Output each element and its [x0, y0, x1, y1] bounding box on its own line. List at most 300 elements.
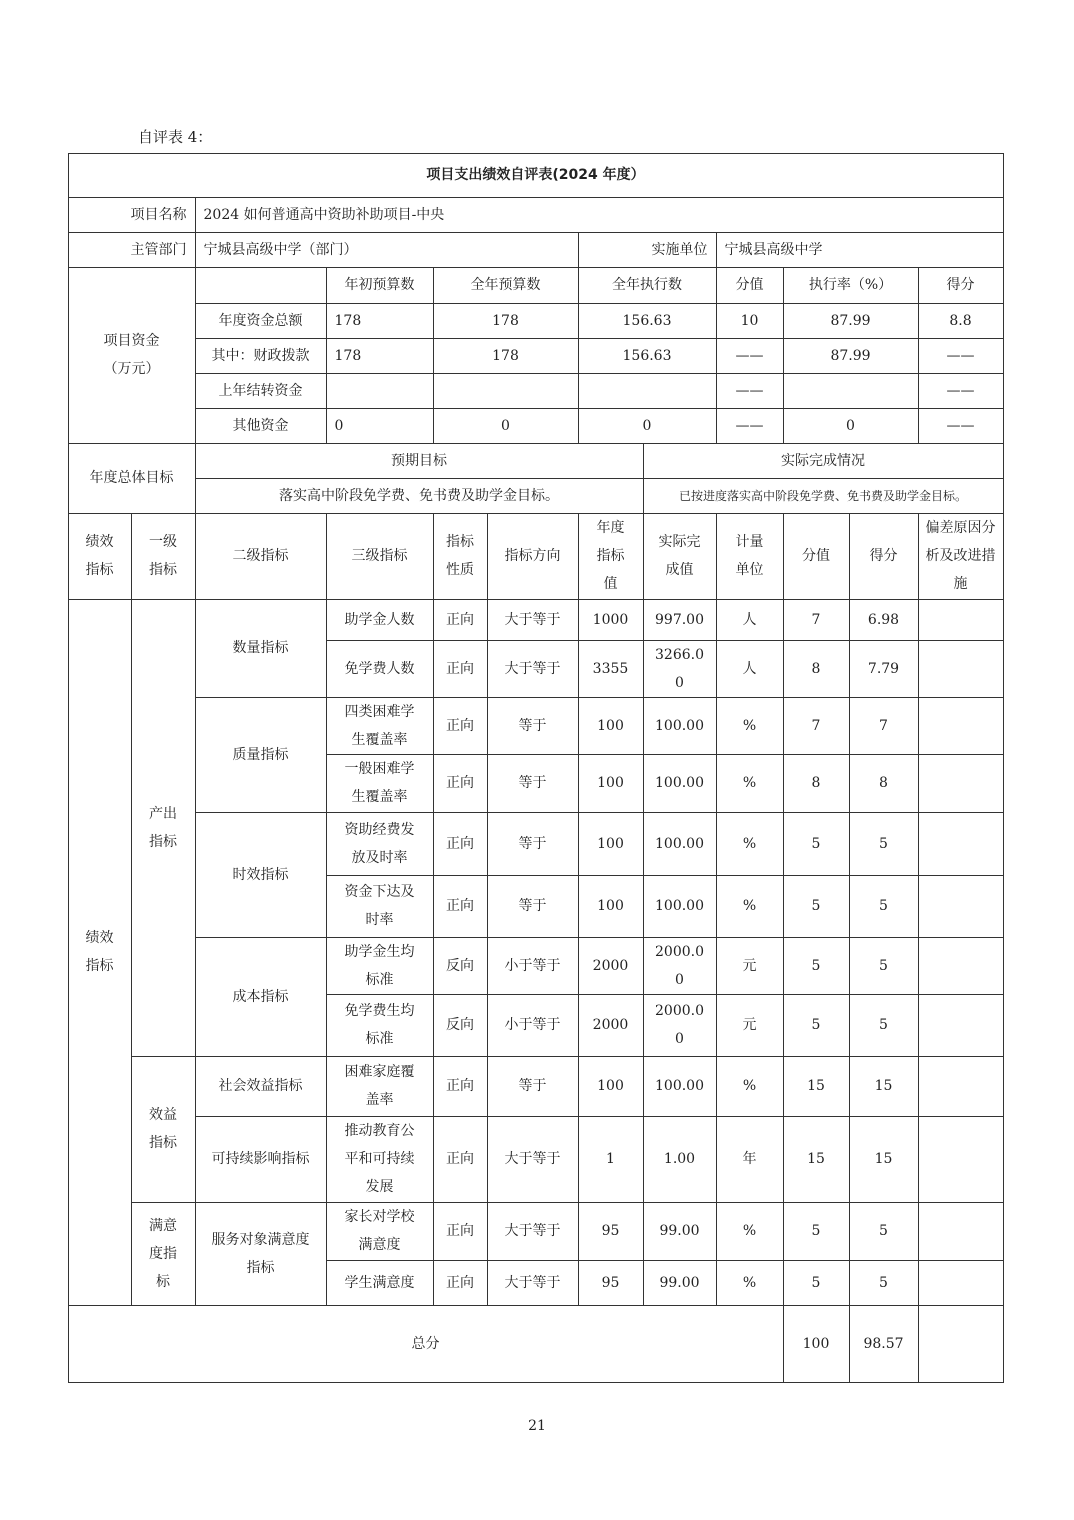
dept-value-text: 宁城县高级中学（部门） — [203, 241, 358, 258]
indicator-l3-text: 助学金生均标准 — [344, 943, 415, 988]
indicator-dir-text: 等于 — [518, 775, 547, 791]
indicator-target-text: 100 — [597, 775, 624, 791]
goals-actual — [643, 478, 1004, 514]
indicator-score-text: 5 — [811, 835, 821, 852]
indicator-dir — [487, 1056, 579, 1117]
indicator-got — [849, 1202, 919, 1261]
indicator-l3 — [326, 812, 434, 876]
level1-benefit — [131, 1056, 196, 1203]
indicator-got-text: 5 — [879, 835, 888, 852]
indicator-score — [783, 1202, 850, 1261]
indicator-note — [918, 994, 1004, 1057]
indicator-got-text: 5 — [879, 1017, 888, 1033]
indicator-nature-text: 正向 — [446, 660, 474, 677]
funds-value — [326, 338, 434, 374]
indicator-actual — [643, 937, 717, 995]
funds-value-text: —— — [946, 382, 975, 399]
funds-header — [716, 267, 784, 304]
indicator-score-text: 15 — [807, 1078, 825, 1094]
indicator-l3-text: 一般困难学生覆盖率 — [344, 761, 415, 805]
indicator-got — [849, 754, 919, 813]
unit-label — [578, 232, 717, 268]
funds-header-blank — [195, 267, 327, 304]
indicator-got-text: 5 — [879, 1274, 888, 1291]
funds-header — [918, 267, 1004, 304]
page-number: 21 — [528, 1418, 546, 1434]
indicator-header-text: 计量单位 — [735, 534, 764, 578]
indicator-header — [326, 513, 434, 600]
indicator-target-text: 95 — [601, 1223, 620, 1239]
funds-header-text: 全年预算数 — [470, 277, 541, 293]
indicator-actual — [643, 1116, 717, 1203]
indicator-dir — [487, 1260, 579, 1306]
indicator-note — [918, 1056, 1004, 1117]
indicator-nature-text: 正向 — [446, 835, 474, 852]
indicator-nature — [433, 640, 488, 698]
indicator-note — [918, 640, 1004, 698]
indicator-score-text: 5 — [811, 1017, 821, 1033]
funds-header-text: 得分 — [946, 277, 975, 293]
indicator-nature-text: 正向 — [446, 1274, 474, 1291]
funds-value — [918, 338, 1004, 374]
indicator-header-text: 年度指标值 — [596, 520, 625, 592]
indicator-header-text: 偏差原因分析及改进措施 — [925, 520, 996, 592]
project-name-value — [195, 197, 1004, 233]
indicator-header-text: 实际完成值 — [658, 534, 701, 578]
indicator-header — [716, 513, 784, 600]
indicator-actual — [643, 640, 717, 698]
level2-indicator-text: 时效指标 — [232, 866, 289, 883]
funds-value-text: —— — [946, 347, 975, 364]
indicator-score-text: 8 — [811, 660, 821, 677]
indicator-unit-text: % — [742, 1078, 757, 1094]
indicator-nature-text: 反向 — [446, 1017, 474, 1033]
indicator-unit-text: % — [742, 835, 757, 852]
indicator-l3 — [326, 1056, 434, 1117]
indicator-unit — [716, 875, 784, 938]
indicator-actual — [643, 994, 717, 1057]
indicator-header-text: 指标方向 — [504, 548, 561, 564]
indicator-l3 — [326, 875, 434, 938]
indicator-actual — [643, 599, 717, 641]
funds-row-name-text: 其他资金 — [232, 417, 289, 434]
indicator-actual-text: 3266.00 — [655, 646, 704, 691]
indicator-target-text: 2000 — [592, 1017, 629, 1033]
indicator-dir — [487, 875, 579, 938]
funds-header-text: 执行率（%） — [808, 277, 893, 293]
indicator-header — [195, 513, 327, 600]
funds-value-text: 178 — [492, 312, 519, 329]
indicator-nature-text: 正向 — [446, 898, 474, 914]
table-title-text: 项目支出绩效自评表(2024 年度） — [426, 167, 645, 183]
indicator-nature-text: 正向 — [446, 1151, 474, 1167]
indicator-l3-text: 助学金人数 — [344, 611, 415, 628]
goals-label-text: 年度总体目标 — [89, 470, 174, 486]
level1-benefit-text: 效益指标 — [149, 1107, 177, 1151]
indicator-score-text: 15 — [807, 1151, 825, 1167]
funds-header — [326, 267, 434, 304]
indicator-dir-text: 大于等于 — [504, 660, 561, 677]
indicator-unit-text: % — [742, 775, 757, 791]
funds-value-text: —— — [735, 417, 764, 434]
indicator-got — [849, 1116, 919, 1203]
level2-indicator-text: 质量指标 — [232, 746, 289, 763]
indicator-target — [578, 1116, 644, 1203]
funds-value — [433, 338, 579, 374]
goals-expected-text: 落实高中阶段免学费、免书费及助学金目标。 — [279, 487, 559, 504]
indicator-note — [918, 875, 1004, 938]
level2-indicator-text: 可持续影响指标 — [211, 1151, 310, 1167]
indicator-note — [918, 754, 1004, 813]
level2-indicator — [195, 1202, 327, 1306]
indicator-got-text: 8 — [879, 775, 888, 791]
funds-value — [716, 303, 784, 339]
indicator-actual-text: 100.00 — [655, 1078, 704, 1094]
indicator-target-text: 1 — [606, 1151, 615, 1167]
indicator-note — [918, 1116, 1004, 1203]
indicator-got-text: 6.98 — [867, 611, 900, 628]
indicator-target — [578, 697, 644, 755]
indicator-unit — [716, 697, 784, 755]
goals-expected-header — [195, 443, 644, 479]
indicator-dir — [487, 697, 579, 755]
funds-row-name-text: 上年结转资金 — [218, 382, 303, 399]
level2-indicator-text: 服务对象满意度指标 — [211, 1231, 310, 1276]
indicator-l3-text: 推动教育公平和可持续发展 — [344, 1123, 415, 1195]
indicator-l3-text: 免学费人数 — [344, 660, 415, 677]
indicator-score — [783, 697, 850, 755]
funds-row-name — [195, 408, 327, 444]
indicator-unit — [716, 640, 784, 698]
indicator-got-text: 5 — [879, 898, 888, 914]
indicator-actual-text: 2000.00 — [655, 943, 704, 988]
indicator-target — [578, 1202, 644, 1261]
indicator-note — [918, 599, 1004, 641]
funds-value — [918, 408, 1004, 444]
funds-header-text: 分值 — [735, 277, 764, 293]
indicator-l3-text: 学生满意度 — [344, 1274, 415, 1291]
indicator-score — [783, 1056, 850, 1117]
indicator-dir-text: 等于 — [518, 898, 547, 914]
dept-value — [195, 232, 579, 268]
indicator-got-text: 7.79 — [867, 660, 900, 677]
indicator-actual-text: 2000.00 — [655, 1003, 704, 1047]
funds-value-text: 178 — [492, 347, 519, 364]
level2-indicator — [195, 1056, 327, 1117]
indicator-actual — [643, 1056, 717, 1117]
funds-value-text: —— — [735, 382, 764, 399]
unit-label-text: 实施单位 — [651, 241, 708, 258]
indicator-header-text: 指标性质 — [446, 534, 474, 578]
funds-value — [578, 408, 717, 444]
indicator-l3 — [326, 994, 434, 1057]
level1-satisfaction-text: 满意度指标 — [149, 1217, 177, 1290]
funds-header — [578, 267, 717, 304]
indicator-unit — [716, 1202, 784, 1261]
funds-value-text: 0 — [642, 417, 652, 434]
indicator-target — [578, 599, 644, 641]
goals-expected — [195, 478, 644, 514]
indicator-got — [849, 994, 919, 1057]
funds-value — [918, 373, 1004, 409]
goals-actual-header-text: 实际完成情况 — [781, 452, 865, 469]
indicator-unit — [716, 937, 784, 995]
indicator-got-text: 5 — [879, 957, 888, 974]
funds-value-text: 0 — [334, 417, 344, 434]
indicator-note — [918, 1260, 1004, 1306]
indicator-header — [578, 513, 644, 600]
funds-value-text: 0 — [846, 417, 855, 434]
indicator-got-text: 7 — [879, 717, 888, 734]
funds-value — [433, 408, 579, 444]
indicator-score-text: 7 — [811, 717, 821, 734]
indicator-nature — [433, 1260, 488, 1306]
indicator-note — [918, 812, 1004, 876]
indicator-unit-text: 人 — [742, 611, 757, 628]
indicator-target — [578, 994, 644, 1057]
indicator-note — [918, 1202, 1004, 1261]
funds-header — [783, 267, 919, 304]
indicator-actual-text: 997.00 — [655, 611, 704, 628]
indicator-dir-text: 等于 — [518, 835, 547, 852]
indicator-l3-text: 四类困难学生覆盖率 — [344, 703, 415, 748]
indicator-unit — [716, 1056, 784, 1117]
indicator-l3-text: 免学费生均标准 — [344, 1003, 415, 1047]
funds-value — [716, 373, 784, 409]
funds-value — [433, 373, 579, 409]
indicator-unit — [716, 994, 784, 1057]
funds-value-text: —— — [946, 417, 975, 434]
indicator-nature — [433, 1202, 488, 1261]
indicator-unit — [716, 1116, 784, 1203]
funds-row-name-text: 其中：财政拨款 — [211, 347, 310, 364]
indicator-nature — [433, 812, 488, 876]
level1-satisfaction — [131, 1202, 196, 1306]
indicator-dir — [487, 994, 579, 1057]
indicator-dir-text: 大于等于 — [504, 611, 561, 628]
indicator-target — [578, 937, 644, 995]
total-got — [849, 1305, 919, 1383]
dept-label-text: 主管部门 — [130, 241, 187, 258]
indicator-l3-text: 家长对学校满意度 — [344, 1209, 415, 1253]
group-label-text: 绩效指标 — [85, 930, 114, 974]
level2-indicator — [195, 812, 327, 938]
indicator-target — [578, 754, 644, 813]
level1-output — [131, 599, 196, 1057]
indicator-unit — [716, 1260, 784, 1306]
indicator-dir — [487, 754, 579, 813]
indicator-dir — [487, 599, 579, 641]
indicator-l3-text: 困难家庭覆盖率 — [344, 1064, 415, 1108]
level2-indicator-text: 成本指标 — [232, 988, 289, 1005]
level2-indicator — [195, 599, 327, 698]
funds-value — [578, 338, 717, 374]
indicator-dir-text: 大于等于 — [504, 1223, 561, 1239]
funds-value-text: 178 — [334, 347, 362, 364]
table-caption: 自评表 4： — [138, 128, 213, 146]
funds-header-text: 年初预算数 — [344, 277, 415, 293]
indicator-got — [849, 640, 919, 698]
indicator-dir-text: 等于 — [518, 717, 547, 734]
funds-value — [716, 338, 784, 374]
level2-indicator-text: 数量指标 — [232, 640, 289, 656]
indicator-actual — [643, 1260, 717, 1306]
funds-value-text: 8.8 — [949, 312, 972, 329]
funds-value — [783, 338, 919, 374]
dept-label — [68, 232, 196, 268]
indicator-dir-text: 等于 — [518, 1078, 547, 1094]
funds-value-text: 156.63 — [622, 347, 672, 364]
indicator-actual — [643, 812, 717, 876]
indicator-actual-text: 99.00 — [659, 1274, 700, 1291]
indicator-nature-text: 正向 — [446, 611, 474, 628]
indicator-target — [578, 1056, 644, 1117]
total-note — [918, 1305, 1004, 1383]
indicator-dir-text: 大于等于 — [504, 1151, 561, 1167]
indicator-target — [578, 812, 644, 876]
indicator-target — [578, 1260, 644, 1306]
indicator-got-text: 5 — [879, 1223, 888, 1239]
unit-value — [716, 232, 1004, 268]
indicator-nature — [433, 994, 488, 1057]
indicator-actual — [643, 697, 717, 755]
indicator-unit-text: 元 — [742, 957, 757, 974]
indicator-nature — [433, 599, 488, 641]
funds-value — [326, 373, 434, 409]
indicator-score — [783, 1260, 850, 1306]
indicator-dir — [487, 1116, 579, 1203]
indicator-header — [131, 513, 196, 600]
indicator-target-text: 95 — [601, 1274, 620, 1291]
indicator-score-text: 5 — [811, 1223, 821, 1239]
goals-actual-header — [643, 443, 1004, 479]
project-name-label — [68, 197, 196, 233]
indicator-unit-text: 年 — [742, 1151, 757, 1167]
indicator-header — [783, 513, 850, 600]
goals-expected-header-text: 预期目标 — [391, 452, 447, 469]
indicator-got — [849, 875, 919, 938]
indicator-l3 — [326, 1260, 434, 1306]
indicator-score — [783, 937, 850, 995]
indicator-unit-text: 人 — [742, 660, 757, 677]
funds-row-name — [195, 303, 327, 339]
indicator-dir — [487, 937, 579, 995]
indicator-got — [849, 697, 919, 755]
indicator-target-text: 100 — [597, 898, 624, 914]
level2-indicator-text: 社会效益指标 — [218, 1078, 303, 1094]
indicator-actual-text: 100.00 — [655, 717, 704, 734]
total-label — [68, 1305, 784, 1383]
level2-indicator — [195, 1116, 327, 1203]
indicator-nature-text: 正向 — [446, 775, 474, 791]
funds-header — [433, 267, 579, 304]
indicator-dir-text: 大于等于 — [504, 1274, 561, 1291]
funds-value — [918, 303, 1004, 339]
indicator-actual — [643, 1202, 717, 1261]
project-name-value-text: 2024 如何普通高中资助补助项目-中央 — [203, 206, 445, 223]
indicator-actual — [643, 754, 717, 813]
indicator-actual-text: 100.00 — [655, 775, 704, 791]
indicator-unit-text: % — [742, 1223, 757, 1239]
funds-value — [326, 408, 434, 444]
indicator-target-text: 100 — [597, 1078, 624, 1094]
table-title — [68, 153, 1004, 198]
level1-output-text: 产出指标 — [149, 805, 177, 850]
funds-value-text: 0 — [501, 417, 510, 434]
indicator-nature — [433, 697, 488, 755]
funds-row-name-text: 年度资金总额 — [218, 312, 303, 329]
funds-value — [783, 373, 919, 409]
unit-value-text: 宁城县高级中学 — [724, 241, 823, 258]
indicator-l3 — [326, 697, 434, 755]
indicator-header — [487, 513, 579, 600]
indicator-nature — [433, 937, 488, 995]
project-name-label-text: 项目名称 — [130, 206, 187, 223]
indicator-header-text: 绩效指标 — [85, 534, 114, 578]
indicator-actual-text: 99.00 — [659, 1223, 700, 1239]
indicator-nature — [433, 1116, 488, 1203]
funds-value-text: 178 — [334, 312, 362, 329]
indicator-header-text: 二级指标 — [232, 548, 289, 564]
goals-actual-text: 已按进度落实高中阶段免学费、免书费及助学金目标。 — [678, 488, 967, 503]
indicator-target-text: 100 — [597, 717, 624, 734]
indicator-dir — [487, 640, 579, 698]
level2-indicator — [195, 937, 327, 1057]
indicator-got — [849, 1056, 919, 1117]
indicator-unit-text: % — [742, 1274, 757, 1291]
indicator-header-text: 一级指标 — [149, 534, 177, 578]
indicator-l3-text: 资助经费发放及时率 — [344, 821, 415, 866]
indicator-unit-text: % — [742, 717, 757, 734]
indicator-l3-text: 资金下达及时率 — [344, 884, 415, 928]
indicator-nature — [433, 1056, 488, 1117]
indicator-target-text: 2000 — [592, 957, 629, 974]
indicator-target-text: 100 — [597, 835, 624, 852]
funds-value-text: 10 — [740, 312, 759, 329]
indicator-score-text: 8 — [811, 775, 821, 791]
indicator-l3 — [326, 599, 434, 641]
indicator-target — [578, 875, 644, 938]
indicator-actual-text: 100.00 — [655, 835, 704, 852]
indicator-score — [783, 994, 850, 1057]
indicator-nature-text: 反向 — [446, 957, 474, 974]
indicator-got — [849, 812, 919, 876]
indicator-got — [849, 599, 919, 641]
indicator-unit-text: % — [742, 898, 757, 914]
indicator-actual — [643, 875, 717, 938]
indicator-l3 — [326, 640, 434, 698]
indicator-target-text: 1000 — [592, 611, 629, 628]
indicator-dir — [487, 812, 579, 876]
funds-value-text: 87.99 — [830, 347, 871, 364]
indicator-header-text: 分值 — [802, 548, 830, 564]
indicator-unit-text: 元 — [742, 1017, 757, 1033]
funds-value — [578, 373, 717, 409]
funds-label: 项目资金 — [103, 333, 160, 349]
total-score — [783, 1305, 850, 1383]
group-label — [68, 599, 132, 1306]
indicator-l3 — [326, 754, 434, 813]
indicator-note — [918, 697, 1004, 755]
indicator-score — [783, 599, 850, 641]
funds-value — [783, 408, 919, 444]
indicator-target — [578, 640, 644, 698]
funds-value — [326, 303, 434, 339]
total-label-text: 总分 — [411, 1335, 440, 1352]
indicator-note — [918, 937, 1004, 995]
total-got-text: 98.57 — [863, 1335, 904, 1352]
indicator-score — [783, 754, 850, 813]
